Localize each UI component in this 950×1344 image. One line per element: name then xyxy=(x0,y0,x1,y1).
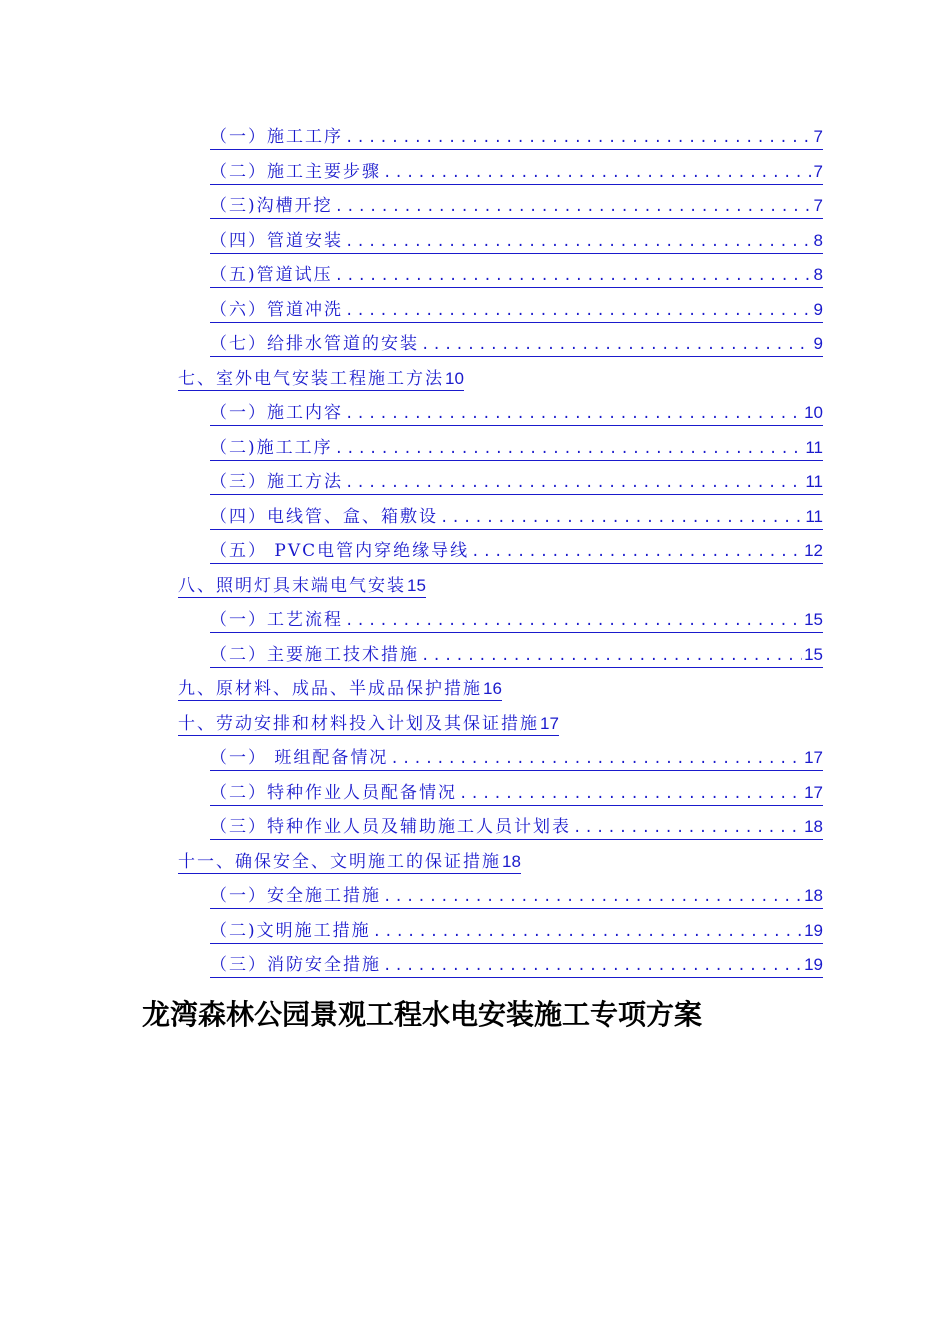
toc-page-number: 8 xyxy=(813,265,823,284)
toc-page-number: 11 xyxy=(805,472,823,491)
toc-page-number: 16 xyxy=(483,679,502,698)
toc-page-number: 9 xyxy=(813,334,823,353)
toc-entry[interactable] xyxy=(210,402,823,426)
toc-entry-label: （一）施工内容 xyxy=(210,403,343,423)
toc-entry[interactable] xyxy=(210,230,823,254)
toc-page-number: 7 xyxy=(813,161,823,181)
toc-page-number: 18 xyxy=(804,817,823,836)
toc-entry[interactable] xyxy=(210,437,823,461)
toc-page-number: 10 xyxy=(804,403,823,422)
toc-entry-label: 九、原材料、成品、半成品保护措施 xyxy=(178,679,482,699)
toc-page-number: 15 xyxy=(804,644,823,664)
toc-entry[interactable] xyxy=(210,195,823,219)
toc-page-number: 17 xyxy=(804,782,823,802)
toc-leader-dots xyxy=(383,162,812,184)
toc-entry-label: （一）施工工序 xyxy=(210,127,343,147)
toc-entry-label: 十、劳动安排和材料投入计划及其保证措施 xyxy=(178,713,539,734)
toc-entry[interactable] xyxy=(210,747,823,771)
toc-leader-dots xyxy=(345,403,802,425)
toc-entry-label: 七、室外电气安装工程施工方法 xyxy=(178,368,444,389)
toc-leader-dots xyxy=(345,472,803,494)
toc-entry-label: （六）管道冲洗 xyxy=(210,299,343,320)
toc-entry-label: （二)施工工序 xyxy=(210,437,333,458)
toc-leader-dots xyxy=(345,300,812,322)
toc-leader-dots xyxy=(421,645,802,667)
toc-page-number: 18 xyxy=(804,886,823,905)
toc-entry-label: （三）施工方法 xyxy=(210,472,343,492)
toc-page-number: 12 xyxy=(804,541,823,560)
toc-entry[interactable] xyxy=(210,609,823,633)
toc-entry-label: （四）电线管、盒、箱敷设 xyxy=(210,506,438,527)
toc-leader-dots xyxy=(459,783,802,805)
toc-leader-dots xyxy=(421,334,812,356)
toc-page-number: 18 xyxy=(502,851,521,871)
toc-entry[interactable] xyxy=(210,644,823,668)
toc-page-number: 7 xyxy=(813,196,823,215)
toc-entry-label: 八、照明灯具末端电气安装 xyxy=(178,575,406,596)
toc-entry-label: （二）主要施工技术措施 xyxy=(210,644,419,665)
toc-leader-dots xyxy=(345,231,812,253)
toc-page-number: 8 xyxy=(813,230,823,250)
toc-page-number: 10 xyxy=(445,368,464,388)
toc-entry-label: （五） PVC电管内穿绝缘导线 xyxy=(210,541,470,561)
toc-entry-label: （一）工艺流程 xyxy=(210,610,343,630)
toc-entry[interactable] xyxy=(178,575,426,598)
toc-entry[interactable] xyxy=(210,333,823,357)
toc-page-number: 15 xyxy=(804,610,823,629)
toc-entry-label: （七）给排水管道的安装 xyxy=(210,334,419,354)
toc-leader-dots xyxy=(335,196,812,218)
toc-entry[interactable] xyxy=(210,264,823,288)
toc-entry-label: （一）安全施工措施 xyxy=(210,886,381,906)
toc-leader-dots xyxy=(440,507,803,529)
toc-entry[interactable] xyxy=(210,506,823,530)
toc-entry-label: （二）特种作业人员配备情况 xyxy=(210,782,457,803)
toc-leader-dots xyxy=(345,127,812,149)
toc-entry[interactable] xyxy=(210,816,823,840)
toc-entry-label: （三)沟槽开挖 xyxy=(210,196,333,216)
toc-leader-dots xyxy=(335,438,804,460)
toc-entry[interactable] xyxy=(210,161,823,185)
toc-page-number: 19 xyxy=(804,955,823,974)
toc-entry-label: （一） 班组配备情况 xyxy=(210,748,389,768)
toc-entry[interactable] xyxy=(210,954,823,978)
toc-page-number: 15 xyxy=(407,575,426,595)
toc-page-number: 11 xyxy=(805,506,823,526)
toc-entry-label: （三）特种作业人员及辅助施工人员计划表 xyxy=(210,817,571,837)
toc-entry[interactable] xyxy=(178,678,502,701)
toc-leader-dots xyxy=(383,955,802,977)
toc-leader-dots xyxy=(471,541,802,563)
toc-entry[interactable] xyxy=(178,851,521,874)
toc-entry[interactable] xyxy=(210,885,823,909)
toc-entry-label: （二)文明施工措施 xyxy=(210,920,371,941)
toc-entry[interactable] xyxy=(210,782,823,806)
toc-leader-dots xyxy=(345,610,802,632)
toc-entry-label: （五)管道试压 xyxy=(210,265,333,285)
toc-page-number: 9 xyxy=(813,299,823,319)
toc-leader-dots xyxy=(335,265,812,287)
toc-leader-dots xyxy=(373,921,802,943)
toc-leader-dots xyxy=(383,886,802,908)
toc-page-number: 17 xyxy=(540,713,559,733)
toc-entry[interactable] xyxy=(210,920,823,944)
toc-entry[interactable] xyxy=(210,126,823,150)
toc-entry-label: （四）管道安装 xyxy=(210,230,343,251)
toc-entry-label: （二）施工主要步骤 xyxy=(210,161,381,182)
toc-page-number: 17 xyxy=(804,748,823,767)
toc-entry[interactable] xyxy=(178,368,464,391)
toc-entry[interactable] xyxy=(210,540,823,564)
toc-page-number: 7 xyxy=(813,127,823,146)
toc-entry[interactable] xyxy=(178,713,559,736)
toc-entry-label: （三）消防安全措施 xyxy=(210,955,381,975)
toc-entry[interactable] xyxy=(210,471,823,495)
toc-leader-dots xyxy=(573,817,802,839)
toc-entry-label: 十一、确保安全、文明施工的保证措施 xyxy=(178,851,501,872)
toc-page-number: 11 xyxy=(805,437,823,457)
toc-entry[interactable] xyxy=(210,299,823,323)
toc-page-number: 19 xyxy=(804,920,823,940)
toc-leader-dots xyxy=(390,748,802,770)
document-title: 龙湾森林公园景观工程水电安装施工专项方案 xyxy=(142,998,703,1031)
